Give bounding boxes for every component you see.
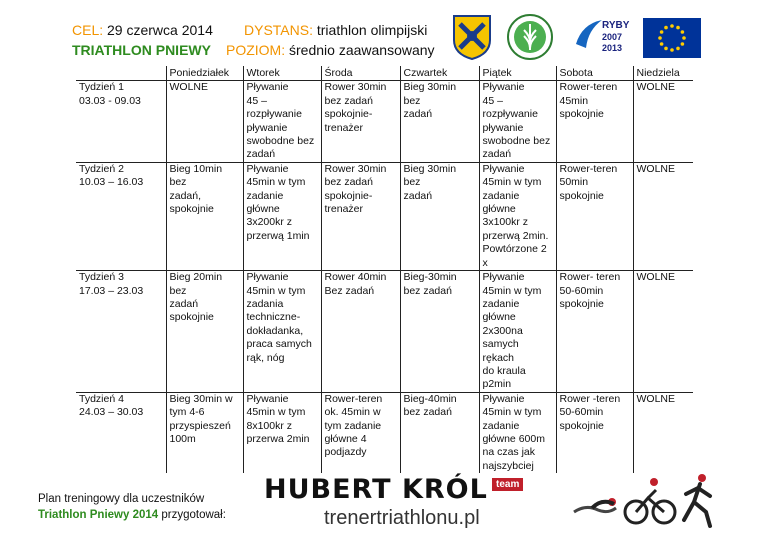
week-dates: 17.03 – 23.03 bbox=[79, 284, 144, 297]
level-value: średnio zaawansowany bbox=[285, 42, 435, 58]
training-cell: WOLNE bbox=[633, 392, 693, 473]
training-plan-table bbox=[76, 66, 693, 473]
brand-name: HUBERT KRÓL bbox=[264, 474, 488, 505]
column-header: Czwartek bbox=[400, 66, 479, 81]
svg-text:2013: 2013 bbox=[602, 43, 623, 53]
week-dates: 03.03 - 09.03 bbox=[79, 94, 141, 107]
hubert-krol-brand-logo bbox=[264, 474, 520, 529]
training-cell: Bieg-30min bez zadań bbox=[400, 271, 479, 393]
column-header: Niedziela bbox=[633, 66, 693, 81]
training-cell: WOLNE bbox=[633, 162, 693, 270]
week-dates: 24.03 – 30.03 bbox=[79, 406, 144, 419]
training-cell: Rower- teren 50-60min spokojnie bbox=[556, 271, 633, 393]
column-header: Sobota bbox=[556, 66, 633, 81]
week-dates: 10.03 – 16.03 bbox=[79, 176, 144, 189]
table-header-row bbox=[76, 66, 693, 81]
week-label-cell bbox=[76, 392, 166, 473]
week-label: Tydzień 2 bbox=[79, 162, 124, 175]
pniewy-coat-of-arms-logo bbox=[452, 14, 492, 65]
level-line bbox=[226, 42, 435, 58]
footer-credit bbox=[38, 491, 226, 523]
footer-line-1: Plan treningowy dla uczestników bbox=[38, 493, 205, 505]
training-cell: WOLNE bbox=[633, 81, 693, 162]
distance-label: DYSTANS: bbox=[244, 22, 313, 38]
training-cell: Rower-teren 50min spokojnie bbox=[556, 162, 633, 270]
training-cell: Bieg 30min w tym 4-6 przyspieszeń 100m bbox=[166, 392, 243, 473]
week-label: Tydzień 1 bbox=[79, 81, 124, 94]
footer-prepared-by: przygotował: bbox=[158, 509, 226, 521]
column-header: Poniedziałek bbox=[166, 66, 243, 81]
distance-value: triathlon olimpijski bbox=[312, 22, 428, 38]
level-label: POZIOM: bbox=[226, 42, 286, 58]
table-row bbox=[76, 162, 693, 270]
training-cell: Pływanie 45min w tym 8x100kr z przerwa 2min bbox=[243, 392, 321, 473]
week-label: Tydzień 4 bbox=[79, 392, 124, 405]
table-row bbox=[76, 81, 693, 162]
training-cell: Rower-teren ok. 45min w tym zadanie główne 4 podjazdy bbox=[321, 392, 400, 473]
training-cell: Rower-teren 45min spokojnie bbox=[556, 81, 633, 162]
week-label-cell bbox=[76, 271, 166, 393]
training-cell: Bieg 30min bez zadań bbox=[400, 81, 479, 162]
week-label-cell bbox=[76, 162, 166, 270]
training-cell: Bieg 30min bez zadań bbox=[400, 162, 479, 270]
footer-line-2 bbox=[38, 507, 226, 523]
training-cell: Pływanie 45 – rozpływanie pływanie swobodne bez zadań bbox=[479, 81, 556, 162]
training-cell: Rower 30min bez zadań spokojnie- trenażer bbox=[321, 162, 400, 270]
training-cell: WOLNE bbox=[166, 81, 243, 162]
program-name: TRIATHLON PNIEWY bbox=[72, 42, 211, 58]
table-row bbox=[76, 392, 693, 473]
training-cell: Rower 40min Bez zadań bbox=[321, 271, 400, 393]
goal-line bbox=[72, 22, 213, 38]
training-cell: Bieg-40min bez zadań bbox=[400, 392, 479, 473]
svg-text:2007: 2007 bbox=[602, 32, 623, 42]
training-cell: Pływanie 45min w tym zadanie główne 600m na czas jak najszybciej bbox=[479, 392, 556, 473]
column-header: Wtorek bbox=[243, 66, 321, 81]
triathlon-athletes-icon bbox=[572, 468, 732, 535]
training-cell: Pływanie 45min w tym zadanie główne 2x300na samych rękach do kraula p2min bbox=[479, 271, 556, 393]
goal-label: CEL: bbox=[72, 22, 104, 38]
table-row bbox=[76, 271, 693, 393]
column-header: Środa bbox=[321, 66, 400, 81]
week-label: Tydzień 3 bbox=[79, 271, 124, 284]
training-cell: Rower 30min bez zadań spokojnie- trenażer bbox=[321, 81, 400, 162]
training-cell: Rower -teren 50-60min spokojnie bbox=[556, 392, 633, 473]
ryby-program-logo bbox=[572, 14, 630, 65]
goal-value: 29 czerwca 2014 bbox=[103, 22, 213, 38]
ryby-word: RYBY bbox=[602, 20, 630, 31]
week-label-cell bbox=[76, 81, 166, 162]
training-cell: Pływanie 45min w tym zadanie główne 3x100kr z przerwą 2min. Powtórzone 2 x bbox=[479, 162, 556, 270]
eu-flag-logo bbox=[643, 18, 701, 63]
training-cell: Pływanie 45min w tym zadanie główne 3x200kr z przerwą 1min bbox=[243, 162, 321, 270]
training-cell: Bieg 20min bez zadań spokojnie bbox=[166, 271, 243, 393]
brand-team-badge: team bbox=[492, 478, 523, 491]
training-cell: Pływanie 45 – rozpływanie pływanie swobodne bez zadań bbox=[243, 81, 321, 162]
agriculture-round-logo bbox=[507, 12, 553, 67]
column-header: Piątek bbox=[479, 66, 556, 81]
distance-line bbox=[244, 22, 427, 38]
training-cell: Pływanie 45min w tym zadania techniczne- dokładanka, praca samych rąk, nóg bbox=[243, 271, 321, 393]
training-cell: Bieg 10min bez zadań, spokojnie bbox=[166, 162, 243, 270]
column-header bbox=[76, 66, 166, 81]
training-cell: WOLNE bbox=[633, 271, 693, 393]
brand-website: trenertriathlonu.pl bbox=[324, 507, 480, 529]
footer-event-name: Triathlon Pniewy 2014 bbox=[38, 509, 159, 521]
